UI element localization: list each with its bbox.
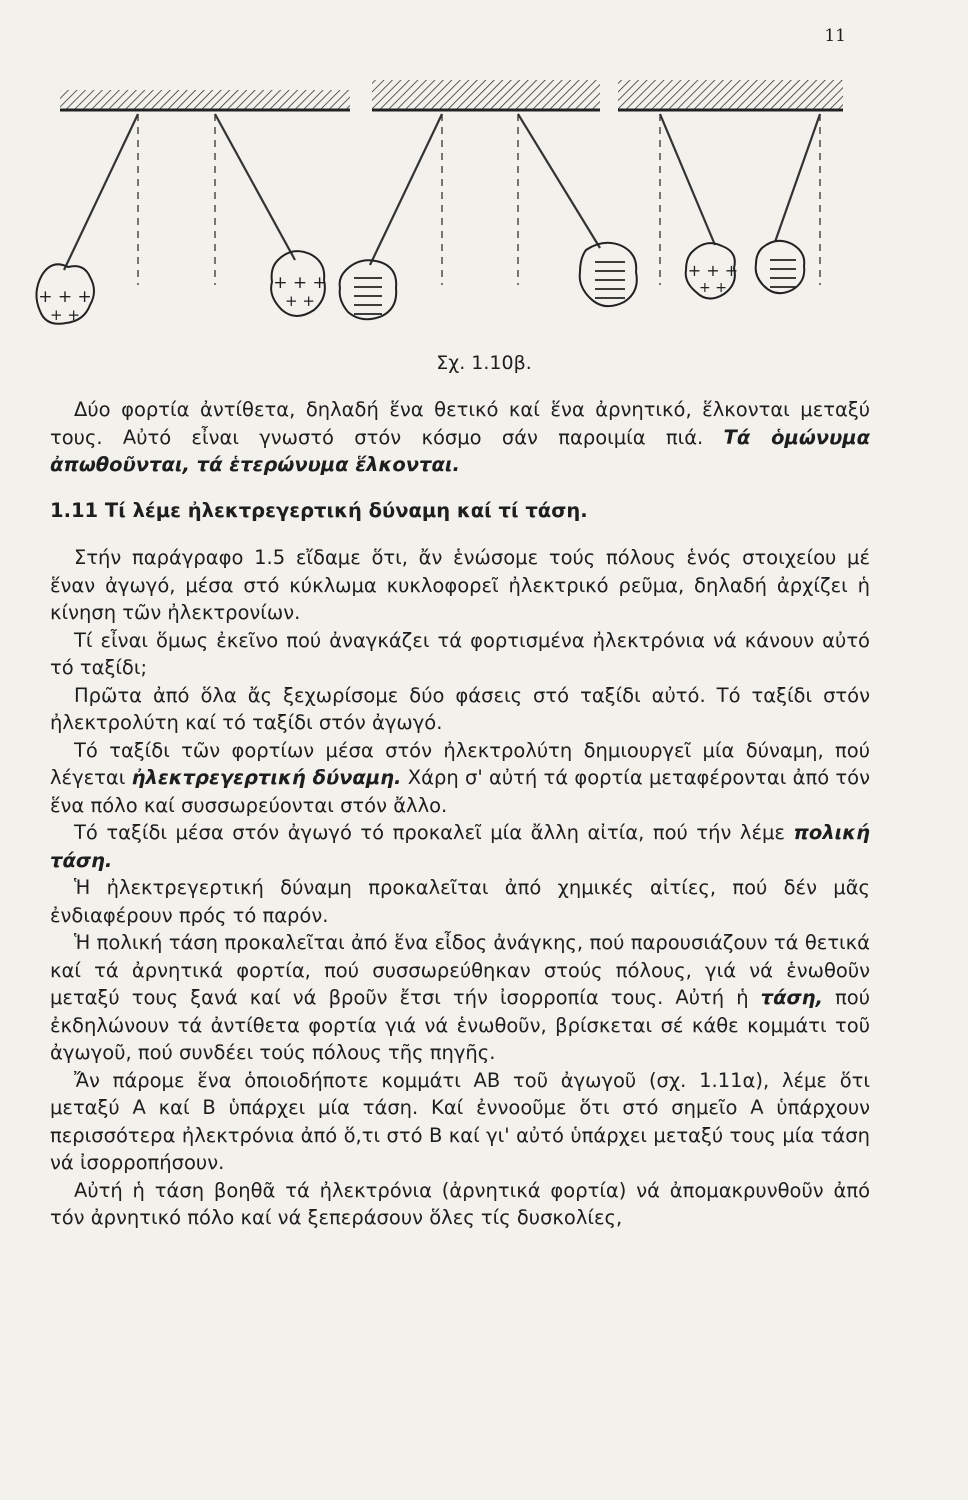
ceiling-3 xyxy=(618,80,843,110)
paragraph-5-text-b: Χάρη σ' αὐτή τά φορτία μεταφέρονται ἀπό τόν ἕνα πόλο καί συσσωρεύονται στόν ἄλλο. xyxy=(50,766,870,817)
charged-ball-negative-3 xyxy=(756,241,805,293)
paragraph-10: Αὐτή ἡ τάση βοηθᾶ τά ἠλεκτρόνια (ἀρνητικά φορτία) νά ἀπομακρυνθοῦν ἀπό τόν ἀρνητικό πόλο καί νά ξεπεράσουν ὅλες τίς δυσκολίες, xyxy=(50,1178,870,1229)
paragraph-8 xyxy=(50,929,870,1067)
paragraph-1-emphasis: Τά ὁμώνυμα ἀπωθοῦνται, τά ἑτερώνυμα ἕλκονται. xyxy=(50,425,870,476)
plus-signs-ball-2: + + + xyxy=(273,273,327,293)
paragraph-6 xyxy=(50,819,870,874)
paragraph-8-text-b: πού ἐκδηλώνουν τά ἀντίθετα φορτία γιά νά ἑνωθοῦν, βρίσκεται σέ κάθε κομμάτι τοῦ ἀγωγοῦ, πού συνδέει τούς πόλους τῆς πηγῆς. xyxy=(50,986,871,1064)
paragraph-7: Ἡ ἠλεκτρεγερτική δύναμη προκαλεῖται ἀπό χημικές αἰτίες, πού δέν μᾶς ἐνδιαφέρουν πρός τό παρόν. xyxy=(50,876,870,927)
pendulum-pair-positive-positive xyxy=(36,114,326,324)
paragraph-5 xyxy=(50,737,870,820)
paragraph-6-text: Τό ταξίδι μέσα στόν ἀγωγό τό προκαλεῖ μία ἄλλη αἰτία, πού τήν λέμε xyxy=(74,821,794,844)
plus-signs-ball-1: + + + xyxy=(38,287,92,307)
ceiling-1 xyxy=(60,90,350,110)
paragraph-9: Ἄν πάρομε ἕνα ὁποιοδήποτε κομμάτι ΑΒ τοῦ ἀγωγοῦ (σχ. 1.11α), λέμε ὅτι μεταξύ Α καί Β ὑπάρχει μία τάση. Καί ἐννοοῦμε ὅτι στό σημεῖο Α ὑπάρχουν περισσότερα ἠλεκτρόνια ἀπό ὅ,τι στό Β καί γι' αὐτό ὑπάρχει μεταξύ τους μία τάση νά ἰσορροπήσουν. xyxy=(50,1068,870,1174)
figure-pendulums xyxy=(20,70,870,350)
paragraph-8-emphasis: τάση, xyxy=(760,986,823,1009)
section-heading: 1.11 Τί λέμε ἠλεκτρεγερτική δύναμη καί τί τάση. xyxy=(50,498,588,522)
plus-signs-ball-3b: + + xyxy=(699,280,727,296)
paragraph-1 xyxy=(50,396,870,479)
paragraph-1-text: Δύο φορτία ἀντίθετα, δηλαδή ἕνα θετικό καί ἕνα ἀρνητικό, ἕλκονται μεταξύ τους. Αὐτό εἶναι γνωστό στόν κόσμο σάν παροιμία πιά. xyxy=(50,398,870,449)
paragraph-5-text-a: Τό ταξίδι τῶν φορτίων μέσα στόν ἠλεκτρολύτη δημιουργεῖ μία δύναμη, πού λέγεται xyxy=(50,738,870,789)
charged-ball-negative xyxy=(340,260,397,319)
paragraph-2: Στήν παράγραφο 1.5 εἴδαμε ὅτι, ἄν ἑνώσομε τούς πόλους ἑνός στοιχείου μέ ἕναν ἀγωγό, μέσα στό κύκλωμα κυκλοφορεῖ ἠλεκτρικό ρεῦμα, δηλαδή ἀρχίζει ἡ κίνηση τῶν ἠλεκτρονίων. xyxy=(50,546,870,624)
pendulum-pair-positive-negative xyxy=(660,114,820,299)
page-number: 11 xyxy=(824,26,846,46)
paragraph-3: Τί εἶναι ὅμως ἐκεῖνο πού ἀναγκάζει τά φορτισμένα ἠλεκτρόνια νά κάνουν αὐτό τό ταξίδι; xyxy=(50,628,870,679)
paragraph-5-emphasis: ἠλεκτρεγερτική δύναμη. xyxy=(131,766,402,789)
ceiling-2 xyxy=(372,80,600,110)
figure-caption: Σχ. 1.10β. xyxy=(436,352,532,374)
body-text xyxy=(50,396,870,1232)
paragraph-4: Πρῶτα ἀπό ὅλα ἄς ξεχωρίσομε δύο φάσεις στό ταξίδι αὐτό. Τό ταξίδι στόν ἠλεκτρολύτη καί τό ταξίδι στόν ἀγωγό. xyxy=(50,683,870,734)
plus-signs-ball-2b: + + xyxy=(285,292,315,310)
charged-ball-negative-2 xyxy=(580,243,637,306)
pendulum-pair-negative-negative xyxy=(340,114,637,319)
plus-signs-ball-3: + + + xyxy=(687,261,739,280)
paragraph-6-emphasis: πολική τάση. xyxy=(50,821,870,872)
plus-signs-ball-1b: + + xyxy=(50,306,80,324)
paragraph-8-text-a: Ἡ πολική τάση προκαλεῖται ἀπό ἕνα εἶδος ἀνάγκης, πού παρουσιάζουν τά θετικά καί τά ἀρνητικά φορτία, πού συσσωρεύθηκαν στούς πόλους, γιά νά ἑνωθοῦν μεταξύ τους ξανά καί νά βροῦν ἔτσι τήν ἰσορροπία τους. Αὐτή ἡ xyxy=(50,931,870,1009)
